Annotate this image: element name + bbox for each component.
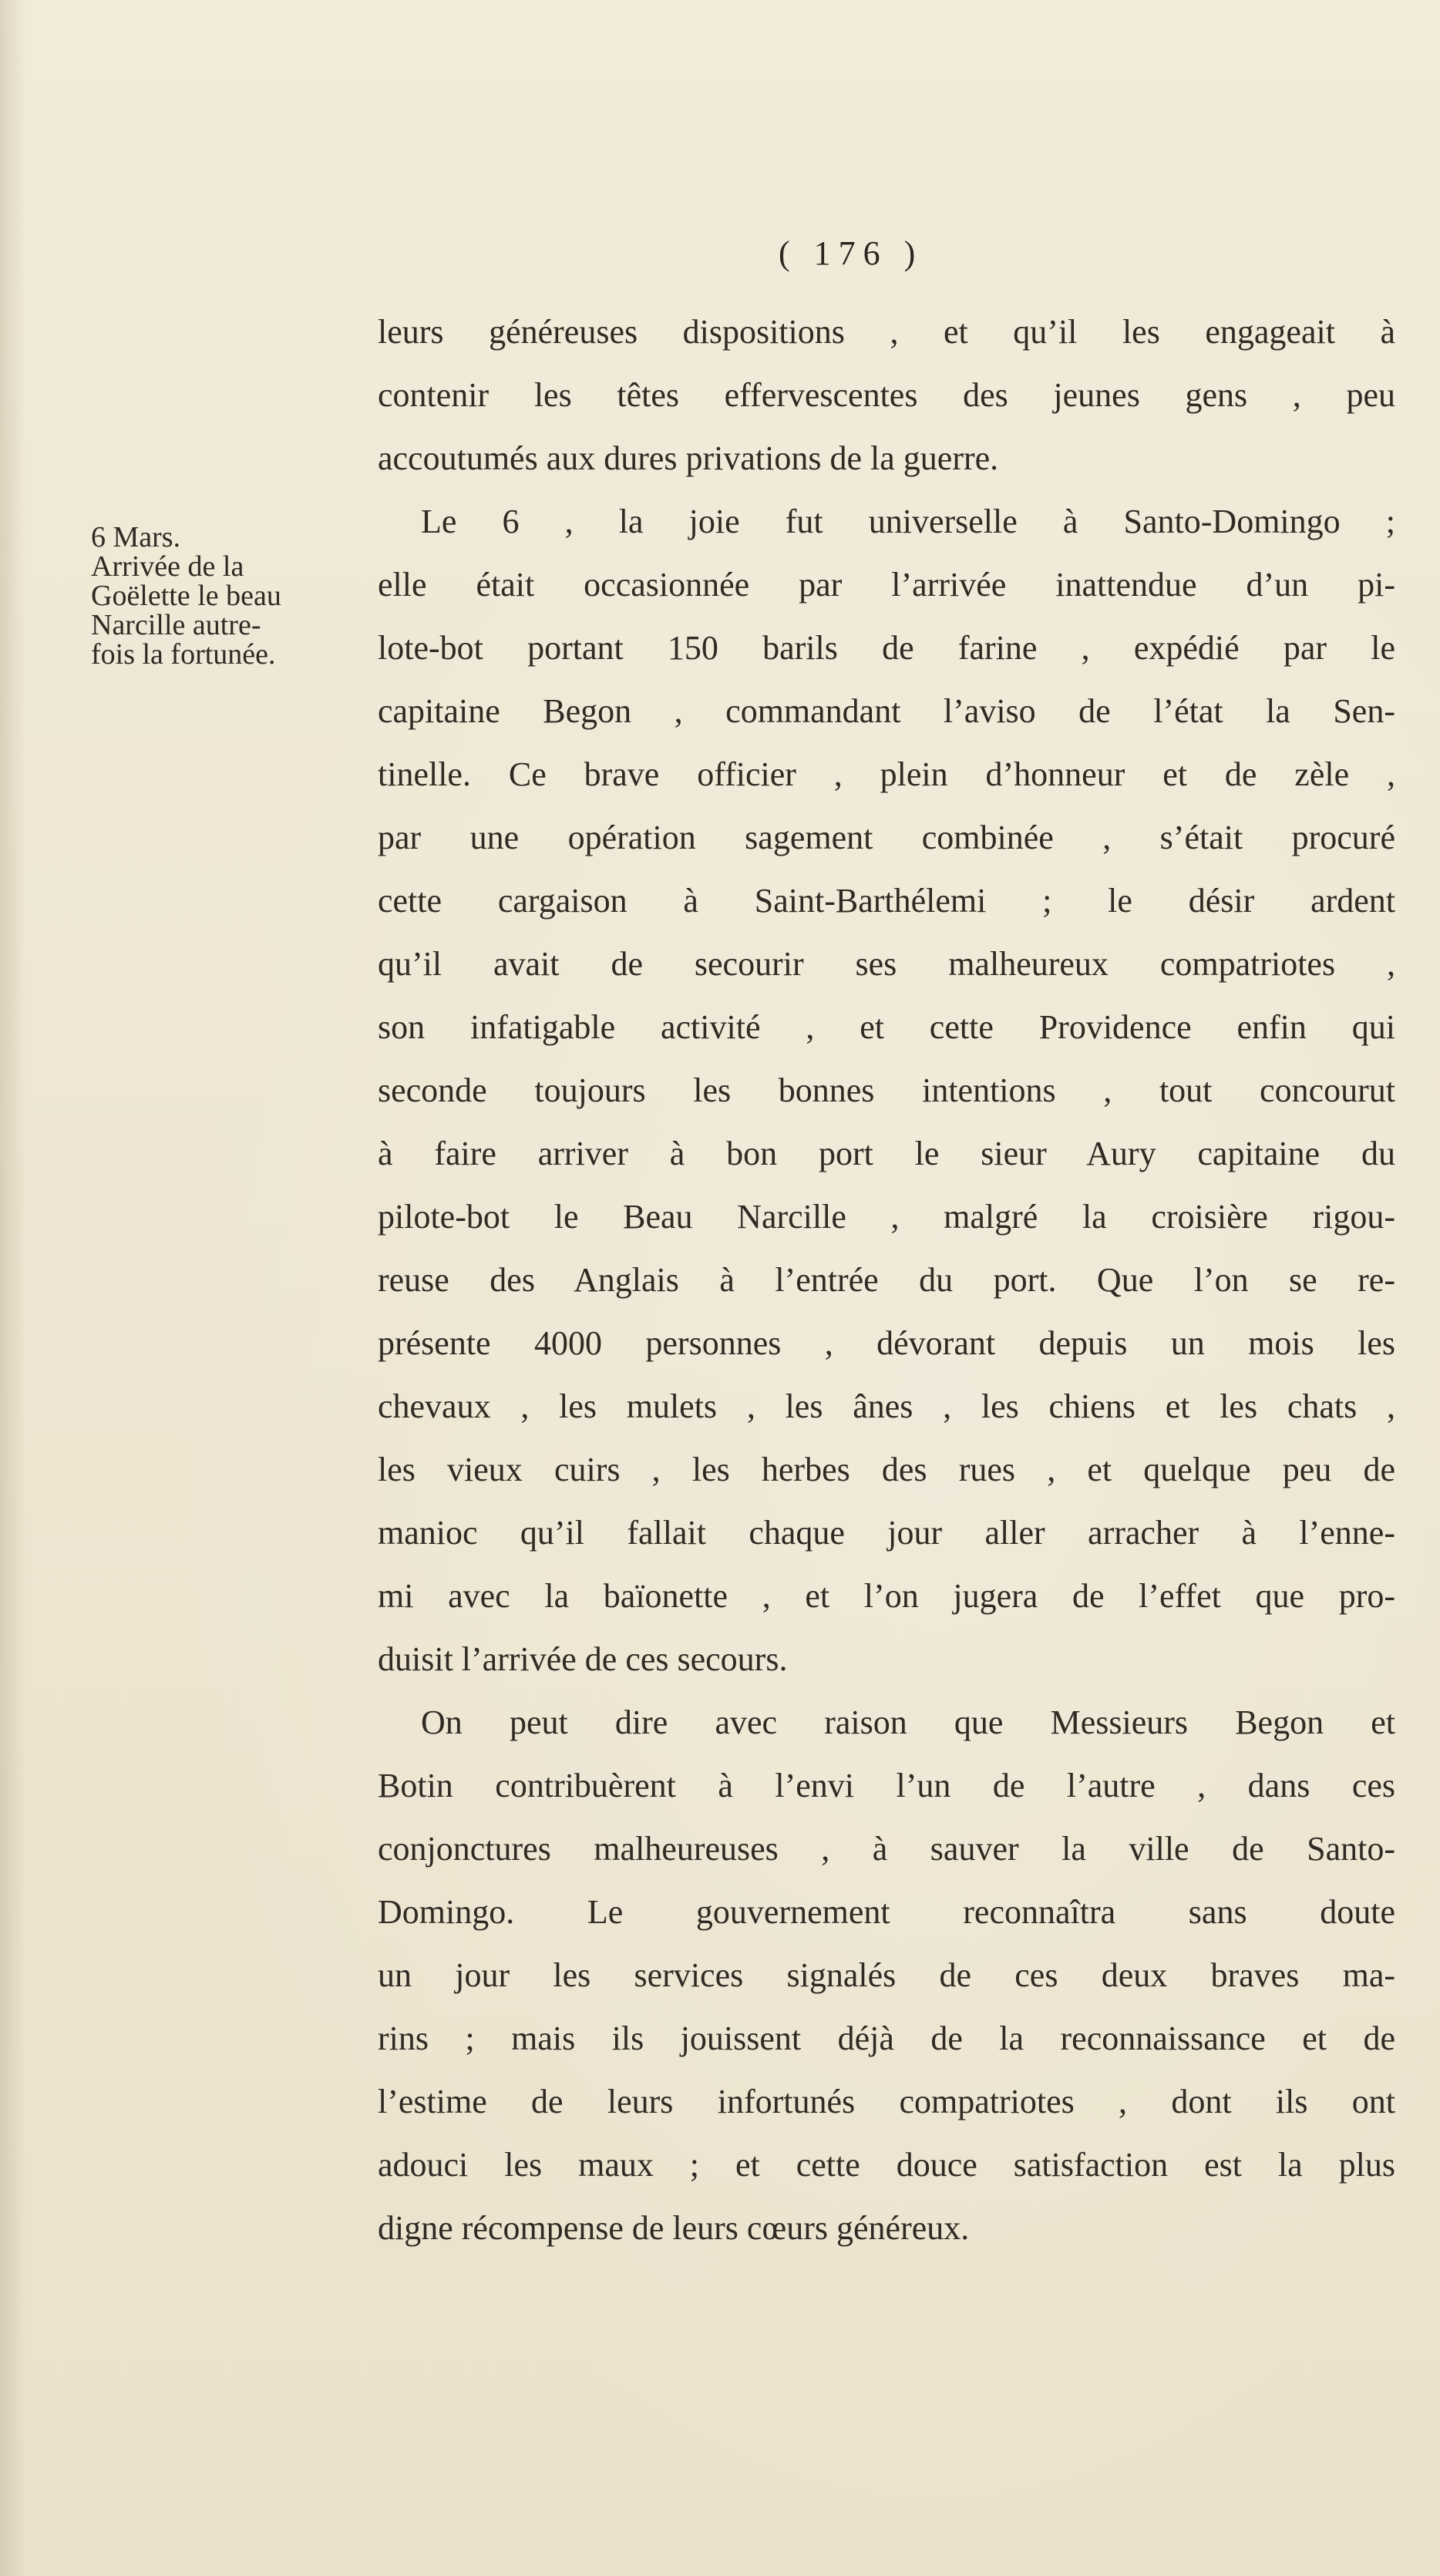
page-number: ( 176 )	[779, 234, 924, 272]
text-line: Botin contribuèrent à l’envi l’un de l’autre , dans ces	[378, 1767, 1395, 1804]
text-line: On peut dire avec raison que Messieurs Begon et	[421, 1703, 1395, 1741]
text-line: chevaux , les mulets , les ânes , les chiens et les chats ,	[378, 1387, 1395, 1425]
text-line: leurs généreuses dispositions , et qu’il les engageait à	[378, 313, 1395, 351]
text-line: seconde toujours les bonnes intentions , tout concourut	[378, 1071, 1395, 1109]
text-line: capitaine Begon , commandant l’aviso de l’état la Sen-	[378, 692, 1395, 730]
text-line: les vieux cuirs , les herbes des rues , et quelque peu de	[378, 1451, 1395, 1488]
text-line: rins ; mais ils jouissent déjà de la reconnaissance et de	[378, 2019, 1395, 2057]
text-line: Le 6 , la joie fut universelle à Santo-Domingo ;	[421, 503, 1395, 540]
margin-note-line: Narcille autre-	[91, 609, 261, 641]
text-line: par une opération sagement combinée , s’était procuré	[378, 819, 1395, 856]
text-line: présente 4000 personnes , dévorant depuis un mois les	[378, 1324, 1395, 1362]
text-line: reuse des Anglais à l’entrée du port. Que l’on se re-	[378, 1261, 1395, 1299]
text-line: tinelle. Ce brave officier , plein d’honneur et de zèle ,	[378, 755, 1395, 793]
text-line: digne récompense de leurs cœurs généreux.	[378, 2209, 970, 2247]
text-line: un jour les services signalés de ces deux braves ma-	[378, 1956, 1395, 1994]
text-line: adouci les maux ; et cette douce satisfaction est la plus	[378, 2146, 1395, 2184]
text-line: accoutumés aux dures privations de la guerre.	[378, 439, 999, 477]
margin-note-line: Goëlette le beau	[91, 580, 281, 612]
text-line: son infatigable activité , et cette Providence enfin qui	[378, 1008, 1395, 1046]
text-line: l’estime de leurs infortunés compatriotes , dont ils ont	[378, 2083, 1395, 2120]
text-line: lote-bot portant 150 barils de farine , expédié par le	[378, 629, 1395, 667]
text-line: manioc qu’il fallait chaque jour aller arracher à l’enne-	[378, 1514, 1395, 1552]
margin-note	[91, 523, 345, 669]
text-line: elle était occasionnée par l’arrivée inattendue d’un pi-	[378, 566, 1395, 604]
text-line: duisit l’arrivée de ces secours.	[378, 1640, 788, 1678]
text-line: cette cargaison à Saint-Barthélemi ; le désir ardent	[378, 882, 1395, 920]
text-line: à faire arriver à bon port le sieur Aury capitaine du	[378, 1135, 1395, 1172]
main-text	[378, 301, 1395, 2260]
text-line: conjonctures malheureuses , à sauver la ville de Santo-	[378, 1830, 1395, 1868]
page-spine-shadow	[0, 0, 26, 2576]
text-line: contenir les têtes effervescentes des jeunes gens , peu	[378, 376, 1395, 414]
text-line: Domingo. Le gouvernement reconnaîtra sans doute	[378, 1893, 1395, 1931]
margin-note-line: fois la fortunée.	[91, 638, 276, 671]
margin-note-line: 6 Mars.	[91, 521, 181, 553]
margin-note-line: Arrivée de la	[91, 550, 244, 583]
text-line: mi avec la baïonette , et l’on jugera de l’effet que pro-	[378, 1577, 1395, 1615]
text-line: pilote-bot le Beau Narcille , malgré la croisière rigou-	[378, 1198, 1395, 1236]
text-line: qu’il avait de secourir ses malheureux compatriotes ,	[378, 945, 1395, 983]
